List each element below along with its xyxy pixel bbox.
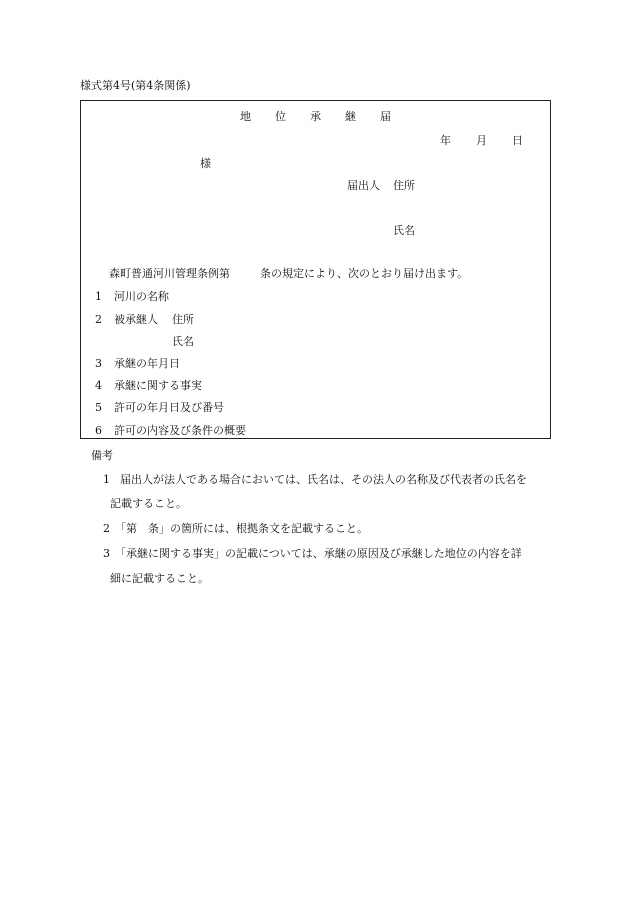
note-text: 届出人が法人である場合においては、氏名は、その法人の名称及び代表者の氏名を [120,473,527,486]
date-year: 年 [440,134,451,147]
form-number: 様式第4号(第4条関係) [80,79,191,92]
item-label: 被承継人 [114,313,158,326]
date-day: 日 [512,134,523,147]
item-label: 河川の名称 [114,290,169,303]
item-label: 氏名 [172,335,194,348]
item-label: 承継に関する事実 [114,379,202,392]
note-number: 3 [103,547,110,560]
notes-heading: 備考 [91,449,113,462]
note-text: 「第 条」の箇所には、根拠条文を記載すること。 [115,522,368,535]
item-number: 3 [95,357,102,370]
note-number: 1 [103,473,110,486]
title-char: 位 [275,110,286,123]
note-text-continued: 記載すること。 [110,497,187,510]
item-label: 許可の内容及び条件の概要 [114,424,246,437]
date-month: 月 [476,134,487,147]
submitter-name-label: 氏名 [393,224,415,237]
title-char: 地 [240,110,251,123]
title-char: 承 [310,110,321,123]
item-number: 5 [95,401,102,414]
item-number: 4 [95,379,102,392]
item-number: 1 [95,290,102,303]
item-label: 承継の年月日 [114,357,180,370]
note-text: 「承継に関する事実」の記載については、承継の原因及び承継した地位の内容を詳 [115,547,522,560]
statement-part1: 森町普通河川管理条例第 [109,267,230,280]
title-char: 継 [345,110,356,123]
item-label: 許可の年月日及び番号 [114,401,224,414]
note-number: 2 [103,522,110,535]
submitter-address-label: 住所 [393,179,415,192]
item-number: 6 [95,424,102,437]
submitter-label: 届出人 [347,179,380,192]
addressee: 様 [200,157,211,170]
title-char: 届 [380,110,391,123]
item-sub-label: 住所 [172,313,194,326]
note-text-continued: 細に記載すること。 [110,572,209,585]
item-number: 2 [95,313,102,326]
statement-part2: 条の規定により、次のとおり届け出ます。 [260,267,469,280]
